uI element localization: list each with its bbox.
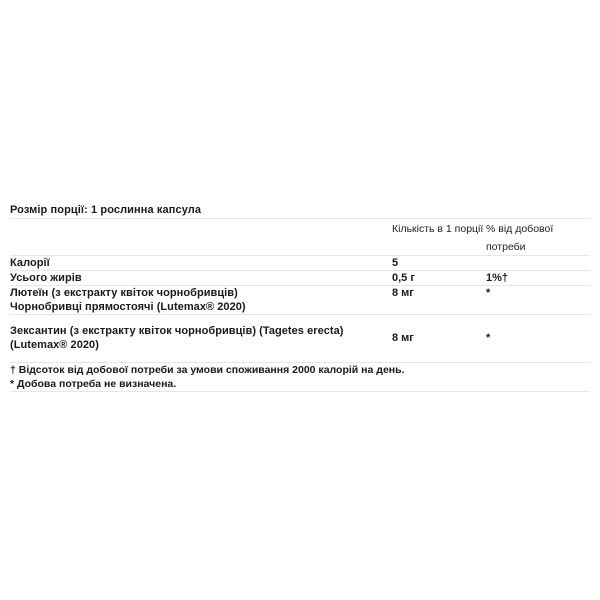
nutrient-amount: 8 мг [392, 286, 486, 315]
nutrient-name-secondary: Чорнобривці прямостоячі (Lutemax® 2020) [10, 301, 246, 313]
nutrient-name: Калорії [10, 257, 50, 269]
nutrient-amount: 0,5 г [392, 271, 486, 286]
column-header-percent-daily-value: % від добової потреби [486, 223, 554, 253]
footnotes-row [10, 363, 590, 392]
nutrient-amount: 5 [392, 256, 486, 271]
nutrient-amount: 8 мг [392, 315, 486, 363]
nutrient-name: Зексантин (з екстракту квіток чорнобривців) (Tagetes erecta) (Lutemax® 2020) [10, 325, 344, 351]
nutrient-daily-value: * [486, 286, 590, 315]
nutrient-name: Усього жирів [10, 272, 82, 284]
footnote-daily-value-not-established: * Добова потреба не визначена. [10, 378, 177, 390]
table-row [10, 286, 590, 315]
serving-size-label: Розмір порції: 1 рослинна капсула [10, 204, 202, 216]
nutrient-daily-value: * [486, 315, 590, 363]
nutrient-daily-value [486, 256, 590, 271]
column-header-amount-per-serving: Кількість в 1 порції [392, 223, 484, 235]
table-row [10, 315, 590, 363]
serving-size-row [10, 200, 590, 219]
table-header-row [10, 219, 590, 256]
nutrient-daily-value: 1%† [486, 271, 590, 286]
supplement-facts-panel [10, 200, 590, 392]
table-row [10, 271, 590, 286]
nutrient-name: Лютеїн (з екстракту квіток чорнобривців) [10, 287, 238, 299]
footnote-daily-value-basis: † Відсоток від добової потреби за умови споживання 2000 калорій на день. [10, 364, 405, 376]
supplement-facts-table [10, 200, 590, 392]
table-row [10, 256, 590, 271]
